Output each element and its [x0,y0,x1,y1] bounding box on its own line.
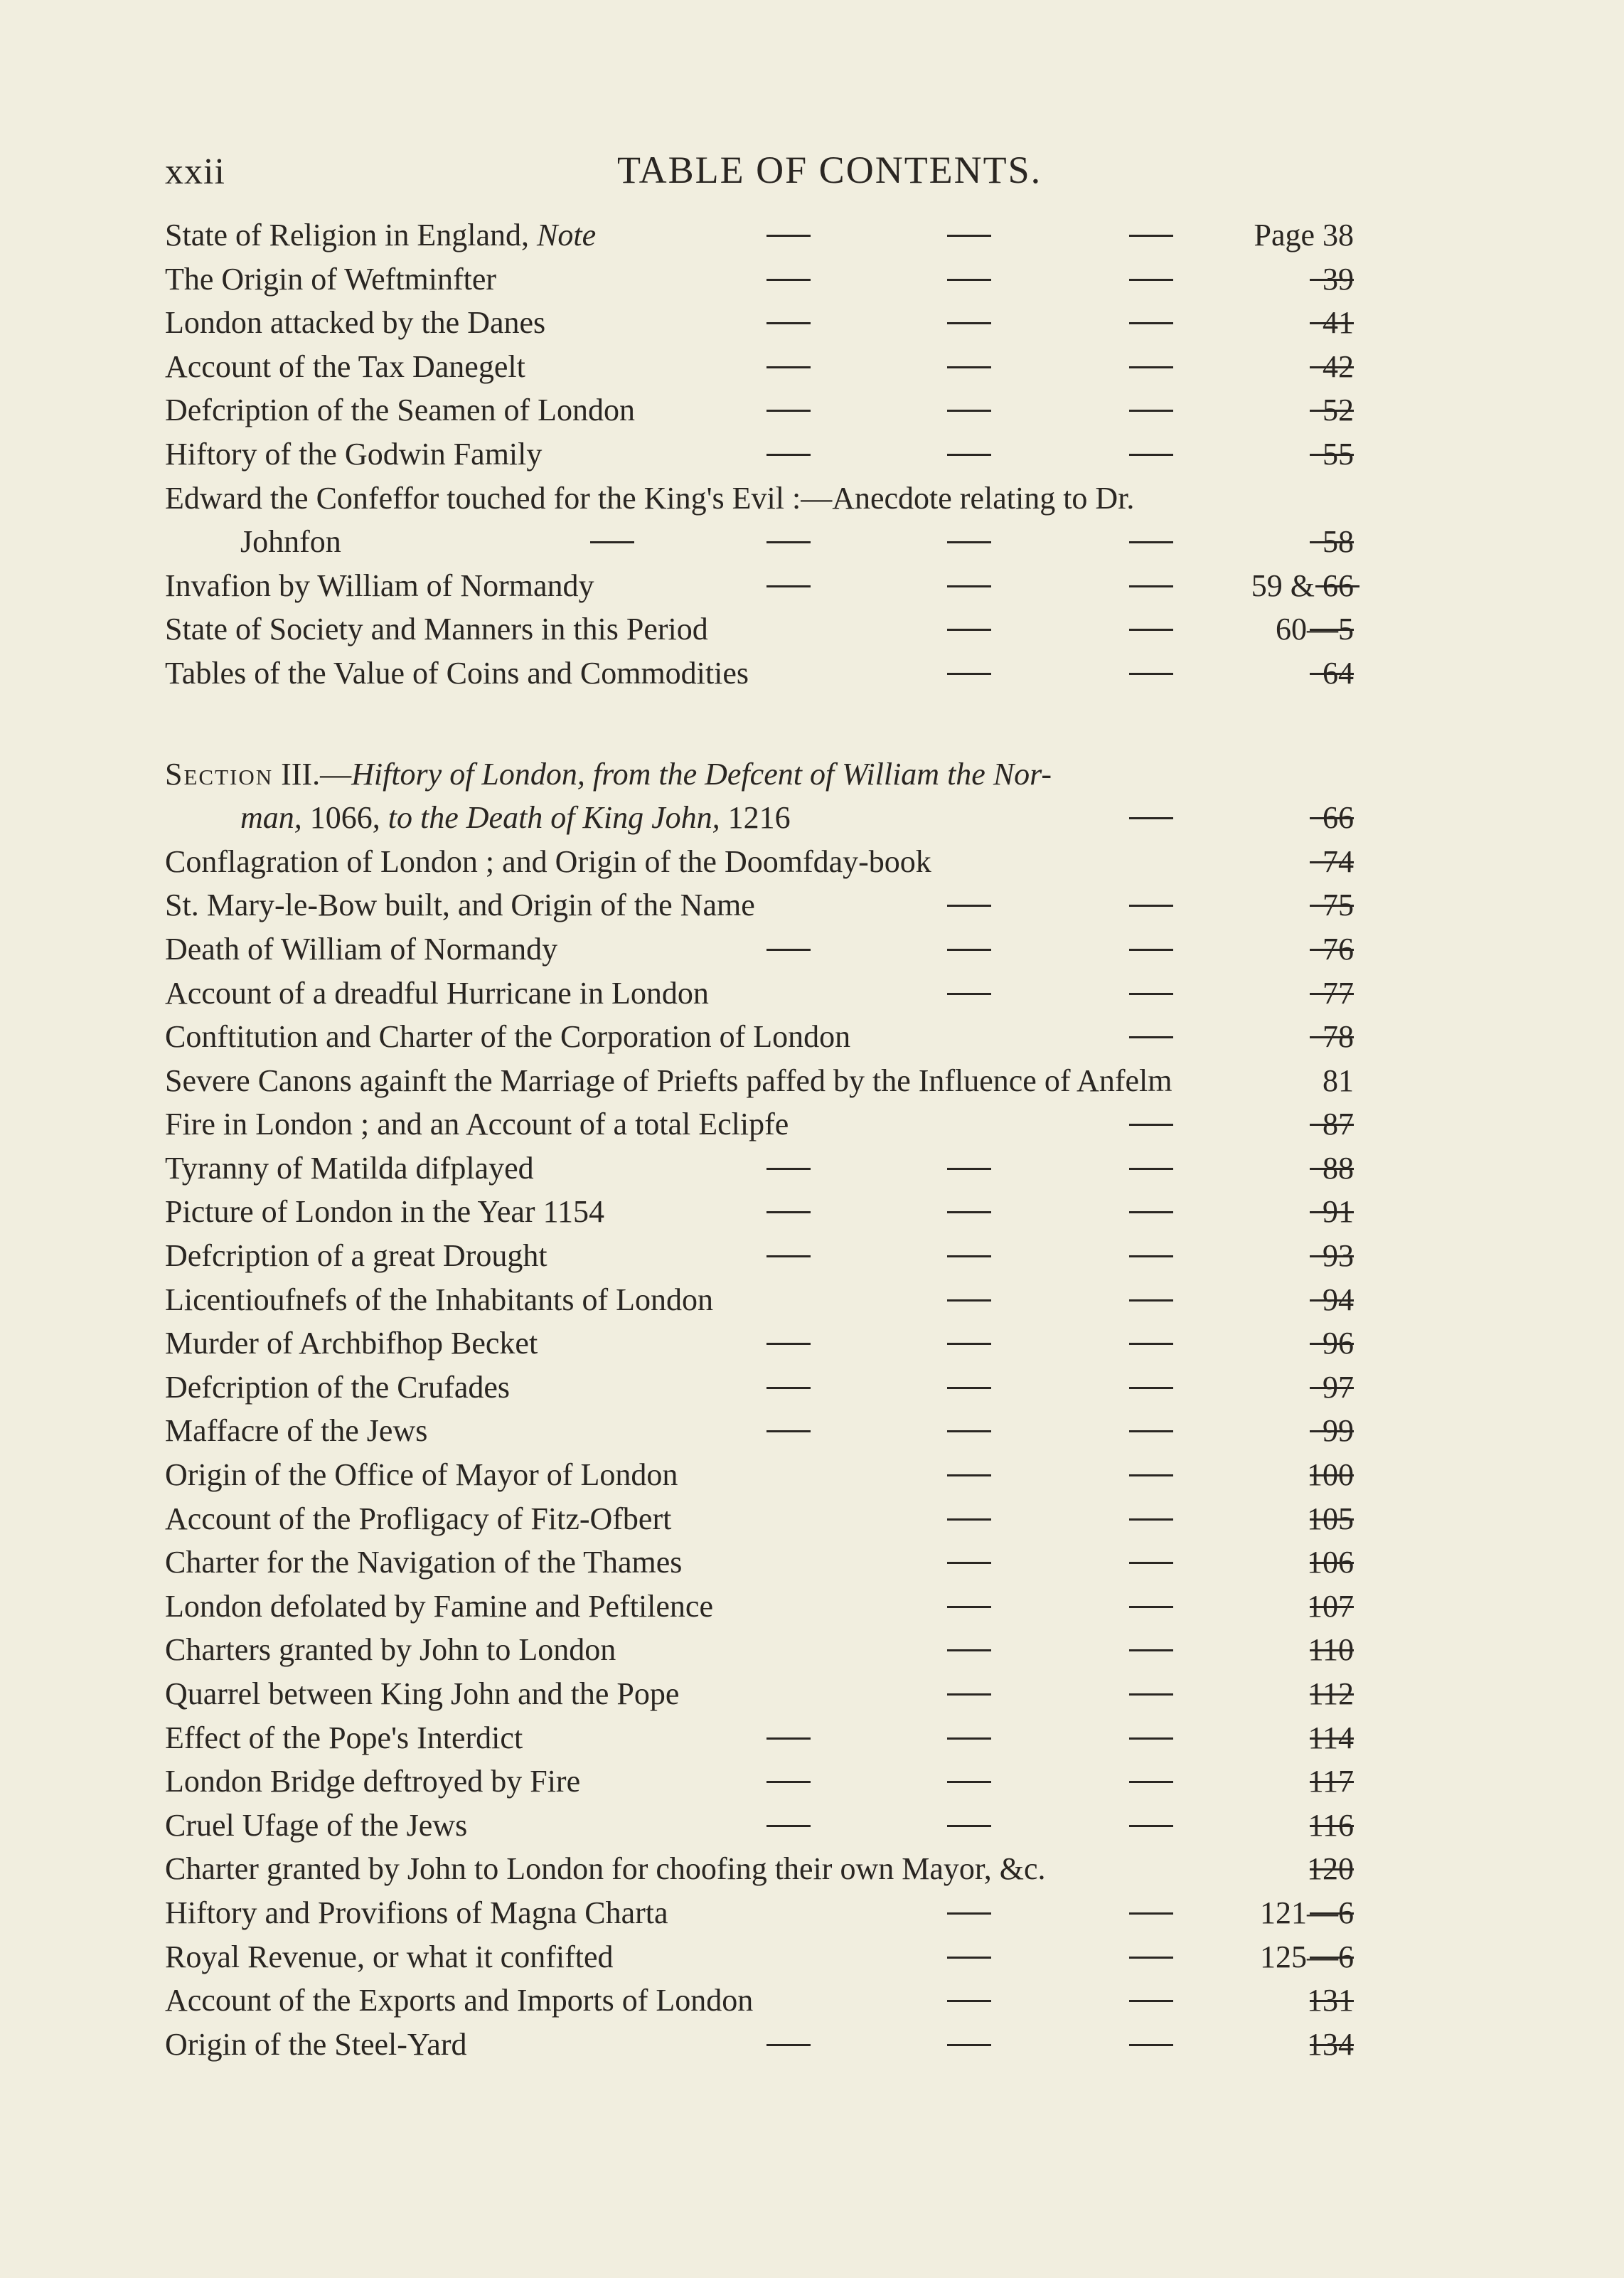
leader-dash [766,1430,811,1432]
leader-dash [947,1737,991,1740]
entry-title: Edward the Confeffor touched for the King's Evil :—Anecdote relating to Dr. [165,480,1135,516]
entry-page: 59 & 66 [1251,568,1354,603]
entry-title: Tyranny of Matilda difplayed [165,1150,534,1186]
page-folio: xxii [165,151,225,192]
contents-entry [0,301,1624,345]
section-entries [0,840,1624,2067]
entry-title: Charter granted by John to London for choofing their own Mayor, &c. [165,1851,1046,1887]
running-title: TABLE OF CONTENTS. [617,149,1042,191]
leader-dash [947,1562,991,1564]
leader-dash [947,1781,991,1783]
contents-entry [0,1497,1624,1541]
contents-entry [0,1891,1624,1935]
leader-dash [766,949,811,951]
contents-entry [0,345,1624,389]
leader-dash [947,1825,991,1827]
leader-dash [1129,2000,1173,2002]
leader-dash [766,1255,811,1257]
contents-entry [0,607,1624,651]
contents-entry [0,1672,1624,1716]
contents-entry [0,257,1624,302]
entry-page: 105 [1307,1501,1354,1536]
entry-page: 55 [1323,436,1354,472]
leader-dash [947,1649,991,1651]
entry-title: Conftitution and Charter of the Corporation of London [165,1019,851,1055]
contents-entry [0,1453,1624,1497]
entry-title: St. Mary-le-Bow built, and Origin of the Name [165,888,755,923]
leader-dash [1129,1957,1173,1959]
entry-page: 121—6 [1260,1895,1354,1930]
contents-entry [0,1847,1624,1891]
contents-entry [0,972,1624,1016]
leader-dash [766,1387,811,1389]
leader-dash [1129,1255,1173,1257]
leader-dash [947,1255,991,1257]
leader-dash [947,949,991,951]
leader-dash [766,1168,811,1170]
contents-entry [0,2023,1624,2067]
entry-title: Account of a dreadful Hurricane in London [165,975,709,1011]
entry-note: Note [537,218,597,252]
contents-entry [0,1979,1624,2023]
leader-dash [947,1957,991,1959]
contents-entry [0,1585,1624,1629]
contents-entry [0,1015,1624,1059]
leader-dash [1129,1387,1173,1389]
leader-dash [947,1474,991,1476]
entry-title: London attacked by the Danes [165,305,546,341]
entry-page: 131 [1307,1983,1354,2018]
entry-page: 96 [1323,1326,1354,1361]
entry-title: Murder of Archbifhop Becket [165,1326,538,1361]
entry-title: Defcription of the Seamen of London [165,393,636,428]
leader-dash [947,1912,991,1915]
entry-title: Royal Revenue, or what it confifted [165,1939,614,1974]
leader-dash [947,2000,991,2002]
leader-dash [766,1211,811,1213]
leader-dash [766,1343,811,1345]
leader-dash [1129,235,1173,237]
entry-title: Johnfon [240,524,341,560]
entry-page: 64 [1323,655,1354,691]
contents-entry [0,1234,1624,1278]
contents-entry [0,1935,1624,1979]
entry-title: Charters granted by John to London [165,1632,616,1668]
leader-dash [1129,1211,1173,1213]
entry-title: Licentioufnefs of the Inhabitants of London [165,1282,714,1317]
contents-entry [0,927,1624,972]
page-label: Page [1254,218,1323,252]
leader-dash [1129,1343,1173,1345]
leader-dash [1129,1781,1173,1783]
entry-title: Tables of the Value of Coins and Commodities [165,655,749,691]
contents-entry [0,1321,1624,1366]
entry-title: State of Religion in England, [165,218,538,252]
entry-page: 100 [1307,1457,1354,1493]
entry-page: 116 [1308,1807,1354,1843]
contents-entry [0,840,1624,884]
entry-title: Origin of the Office of Mayor of London [165,1457,678,1493]
leader-dash [947,1606,991,1608]
entry-title: Cruel Ufage of the Jews [165,1807,468,1843]
entry-page: 106 [1307,1545,1354,1580]
contents-entry [0,1278,1624,1322]
contents-entry [0,1059,1624,1103]
section-number: III.— [273,756,352,792]
entry-title: Death of William of Normandy [165,931,558,967]
leader-dash [1129,949,1173,951]
leader-dash [1129,1693,1173,1696]
entry-title: Severe Canons againft the Marriage of Priefts paffed by the Influence of Anfelm [165,1063,1172,1098]
entry-page: 52 [1323,393,1354,428]
leader-dash [1129,1606,1173,1608]
leader-dash [1129,1518,1173,1521]
entry-title: Charter for the Navigation of the Thames [165,1545,683,1580]
entry-title: Fire in London ; and an Account of a total Eclipfe [165,1107,789,1142]
leader-dash [1129,993,1173,995]
entry-page: 94 [1323,1282,1354,1317]
leader-dash [1129,1124,1173,1126]
entry-title: Origin of the Steel-Yard [165,2026,467,2062]
contents-entry [0,432,1624,477]
contents-entry [0,477,1624,521]
entry-page: 87 [1323,1107,1354,1142]
leader-dash [1129,1912,1173,1915]
entry-title: Picture of London in the Year 1154 [165,1194,604,1230]
leader-dash [947,1387,991,1389]
entry-page: 117 [1308,1764,1354,1799]
entry-page: 81 [1323,1063,1354,1098]
leader-dash [1129,905,1173,907]
leader-dash [947,1168,991,1170]
leader-dash [1129,1430,1173,1432]
entry-page: 41 [1323,305,1354,341]
leader-dash [766,1781,811,1783]
leader-dash [947,1299,991,1302]
contents-entry [0,1409,1624,1453]
leader-dash [1129,1474,1173,1476]
entry-page: 134 [1307,2026,1354,2062]
contents-entry [0,1190,1624,1234]
entry-title: Account of the Exports and Imports of London [165,1983,754,2018]
leader-dash [947,1430,991,1432]
leader-dash [947,1211,991,1213]
contents-entry [0,1760,1624,1804]
entry-page: 110 [1308,1632,1354,1668]
entry-title: Account of the Tax Danegelt [165,348,525,384]
entry-title: Effect of the Pope's Interdict [165,1720,523,1755]
leader-dash [1129,2044,1173,2046]
entry-page: 60—5 [1276,612,1354,647]
leader-dash [947,2044,991,2046]
contents-entry [0,1540,1624,1585]
entry-title: Account of the Profligacy of Fitz-Ofbert [165,1501,672,1536]
section-heading-line1: Hiftory of London, from the Defcent of William the Nor- [351,756,1052,792]
entry-page: 97 [1323,1369,1354,1405]
leader-dash [766,1825,811,1827]
entry-page: 39 [1323,261,1354,297]
entry-title: Quarrel between King John and the Pope [165,1676,680,1711]
entry-page: 77 [1323,975,1354,1011]
entry-title: London defolated by Famine and Peftilence [165,1588,713,1624]
entry-page: 88 [1323,1150,1354,1186]
section-label: Section [165,756,274,792]
entry-page: 99 [1323,1413,1354,1449]
section-page: 66 [1323,800,1354,836]
leader-dash [766,235,811,237]
leader-dash [766,1737,811,1740]
leader-dash [1129,1825,1173,1827]
leader-dash [947,1693,991,1696]
entry-title: The Origin of Weftminfter [165,261,497,297]
entry-title: State of Society and Manners in this Period [165,612,708,647]
entry-page: 91 [1323,1194,1354,1230]
leader-dash [766,2044,811,2046]
leader-dash [1129,1168,1173,1170]
contents-entry [0,883,1624,927]
entry-page: 114 [1308,1720,1354,1755]
contents-entry [0,213,1624,257]
entry-page: 75 [1323,888,1354,923]
entry-page: 112 [1308,1676,1354,1711]
entry-page: 76 [1323,931,1354,967]
leader-dash [1129,1562,1173,1564]
entry-page: 120 [1307,1851,1354,1887]
section-heading-continuation: man, 1066, to the Death of King John, 1216 66 [0,796,1624,840]
entry-title: Hiftory and Provifions of Magna Charta [165,1895,668,1930]
contents-entry [0,564,1624,608]
contents-entry [0,1366,1624,1410]
entry-title: Invafion by William of Normandy [165,568,594,603]
entry-page: 58 [1323,524,1354,560]
contents-entry [0,388,1624,432]
contents-entry-continuation [0,520,1624,564]
entry-page: 78 [1323,1019,1354,1055]
leader-dash [1129,1036,1173,1038]
contents-entry [0,1146,1624,1191]
leader-dash [1129,1737,1173,1740]
contents-entry [0,1102,1624,1146]
leader-dash [947,1343,991,1345]
contents-entry [0,1716,1624,1760]
entry-page: 74 [1323,843,1354,879]
contents-list [0,213,1624,2066]
entry-title: Defcription of a great Drought [165,1238,547,1274]
leader-dash [947,235,991,237]
entry-page: 107 [1307,1588,1354,1624]
entry-page: 38 [1323,218,1354,252]
entry-page: 93 [1323,1238,1354,1274]
entry-title: London Bridge deftroyed by Fire [165,1764,581,1799]
contents-entry [0,1628,1624,1672]
leader-dash [947,905,991,907]
entry-title: Defcription of the Crufades [165,1369,511,1405]
leader-dash [947,1518,991,1521]
entry-title: Hiftory of the Godwin Family [165,436,543,472]
leader-dash [947,993,991,995]
contents-entry [0,1804,1624,1848]
entry-page: 42 [1323,348,1354,384]
leader-dash [1129,1649,1173,1651]
entry-page: 125—6 [1260,1939,1354,1974]
entry-title: Conflagration of London ; and Origin of the Doomfday-book [165,843,931,879]
entry-title: Maffacre of the Jews [165,1413,428,1449]
contents-entry [0,651,1624,696]
section-heading [0,752,1624,797]
leader-dash [1129,1299,1173,1302]
